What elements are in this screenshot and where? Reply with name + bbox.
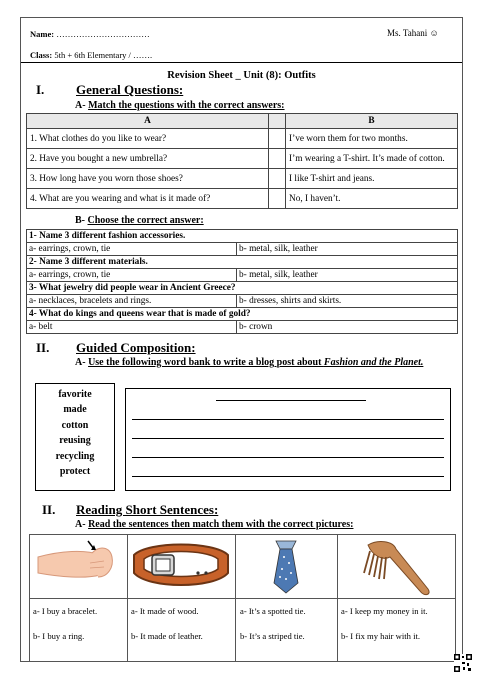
writing-line[interactable] (132, 438, 444, 439)
option-b[interactable]: b- metal, silk, leather (237, 269, 458, 282)
picture-cell (338, 535, 455, 661)
writing-line[interactable] (132, 419, 444, 420)
part-letter: A- (75, 519, 86, 530)
instruction-text: Use the following word bank to write a blog post about (88, 357, 324, 368)
picture-cell (236, 535, 338, 661)
option-b[interactable]: b- I fix my hair with it. (341, 631, 421, 641)
section-number: II. (42, 502, 56, 517)
word-bank-item: cotton (61, 419, 89, 431)
answer-cell: I like T-shirt and jeans. (286, 169, 458, 189)
wrist-hand-icon (30, 535, 126, 595)
picture-cell (30, 535, 128, 661)
word-bank-item: made (63, 404, 87, 416)
table-row (27, 169, 458, 189)
section-heading: Reading Short Sentences: (76, 502, 219, 517)
title-line[interactable] (216, 400, 366, 401)
spotted-tie-icon (236, 535, 336, 597)
table-row (27, 129, 458, 149)
word-bank (35, 383, 115, 491)
section-guided-composition (36, 340, 196, 356)
header-divider (21, 62, 462, 63)
option-a[interactable]: a- It’s a spotted tie. (240, 606, 306, 616)
part-letter: B- (75, 215, 85, 226)
gap-header (269, 114, 286, 129)
word-bank-item: favorite (58, 389, 92, 400)
option-a[interactable]: a- I buy a bracelet. (33, 606, 98, 616)
option-a[interactable]: a- necklaces, bracelets and rings. (27, 295, 237, 308)
question-row: 4- What do kings and queens wear that is made of gold? (27, 308, 458, 321)
word-bank-item: protect (59, 466, 91, 478)
name-blank: …………………………… (56, 29, 150, 39)
option-a[interactable]: a- earrings, crown, tie (27, 243, 237, 256)
word-bank-item: reusing (59, 435, 91, 447)
question-row: 1- Name 3 different fashion accessories. (27, 230, 458, 243)
matching-table (26, 113, 458, 209)
option-b[interactable]: b- crown (237, 321, 458, 334)
picture-cell (128, 535, 236, 661)
question-cell: 1. What clothes do you like to wear? (27, 129, 269, 149)
teacher-name: Ms. Tahani ☺ (387, 28, 439, 38)
section-heading: Guided Composition: (76, 340, 196, 355)
word-bank-item: recycling (55, 450, 95, 462)
writing-box[interactable] (125, 388, 451, 491)
section-heading: General Questions: (76, 82, 184, 97)
comb-icon (338, 535, 453, 597)
writing-line[interactable] (132, 457, 444, 458)
answer-cell: I’ve worn them for two months. (286, 129, 458, 149)
part-a-instruction (75, 100, 285, 111)
answer-blank-cell[interactable] (269, 169, 286, 189)
column-b-header: B (286, 114, 458, 129)
page-title: Revision Sheet _ Unit (8): Outfits (167, 70, 316, 81)
picture-matching-grid (29, 534, 456, 662)
class-label: Class: (30, 50, 53, 60)
instruction-text: Choose the correct answer: (87, 215, 204, 226)
class-field (30, 50, 152, 60)
part-b-instruction (75, 215, 204, 226)
option-a[interactable]: a- It made of wood. (131, 606, 199, 616)
instruction-text: Read the sentences then match them with the correct pictures: (88, 519, 354, 530)
section-reading-sentences (42, 502, 218, 518)
instruction-topic: Fashion and the Planet. (323, 357, 424, 368)
class-value: 5th + 6th Elementary / ……. (54, 50, 153, 60)
option-b[interactable]: b- It made of leather. (131, 631, 203, 641)
option-b[interactable]: b- dresses, shirts and skirts. (237, 295, 458, 308)
belt-icon (128, 535, 234, 597)
answer-cell: I’m wearing a T-shirt. It’s made of cotton. (286, 149, 458, 169)
qr-code-icon (454, 654, 472, 672)
worksheet-page (20, 17, 463, 662)
question-cell: 2. Have you bought a new umbrella? (27, 149, 269, 169)
part-letter: A- (75, 357, 86, 368)
section-number: I. (36, 82, 45, 97)
option-b[interactable]: b- It’s a striped tie. (240, 631, 305, 641)
multiple-choice-table (26, 229, 458, 334)
option-b[interactable]: b- metal, silk, leather (237, 243, 458, 256)
instruction-text: Match the questions with the correct answers: (88, 100, 285, 111)
name-field (30, 29, 150, 39)
option-a[interactable]: a- earrings, crown, tie (27, 269, 237, 282)
table-row (27, 189, 458, 209)
writing-line[interactable] (132, 476, 444, 477)
question-cell: 4. What are you wearing and what is it made of? (27, 189, 269, 209)
question-cell: 3. How long have you worn those shoes? (27, 169, 269, 189)
answer-blank-cell[interactable] (269, 149, 286, 169)
part-letter: A- (75, 100, 86, 111)
answer-cell: No, I haven’t. (286, 189, 458, 209)
name-label: Name: (30, 29, 55, 39)
reading-instruction (75, 519, 353, 530)
option-a[interactable]: a- I keep my money in it. (341, 606, 428, 616)
section-general-questions (36, 82, 183, 98)
option-b[interactable]: b- I buy a ring. (33, 631, 85, 641)
question-row: 2- Name 3 different materials. (27, 256, 458, 269)
composition-instruction (75, 357, 445, 369)
question-row: 3- What jewelry did people wear in Ancient Greece? (27, 282, 458, 295)
section-number: II. (36, 340, 50, 355)
answer-blank-cell[interactable] (269, 129, 286, 149)
table-row (27, 149, 458, 169)
option-a[interactable]: a- belt (27, 321, 237, 334)
answer-blank-cell[interactable] (269, 189, 286, 209)
column-a-header: A (27, 114, 269, 129)
